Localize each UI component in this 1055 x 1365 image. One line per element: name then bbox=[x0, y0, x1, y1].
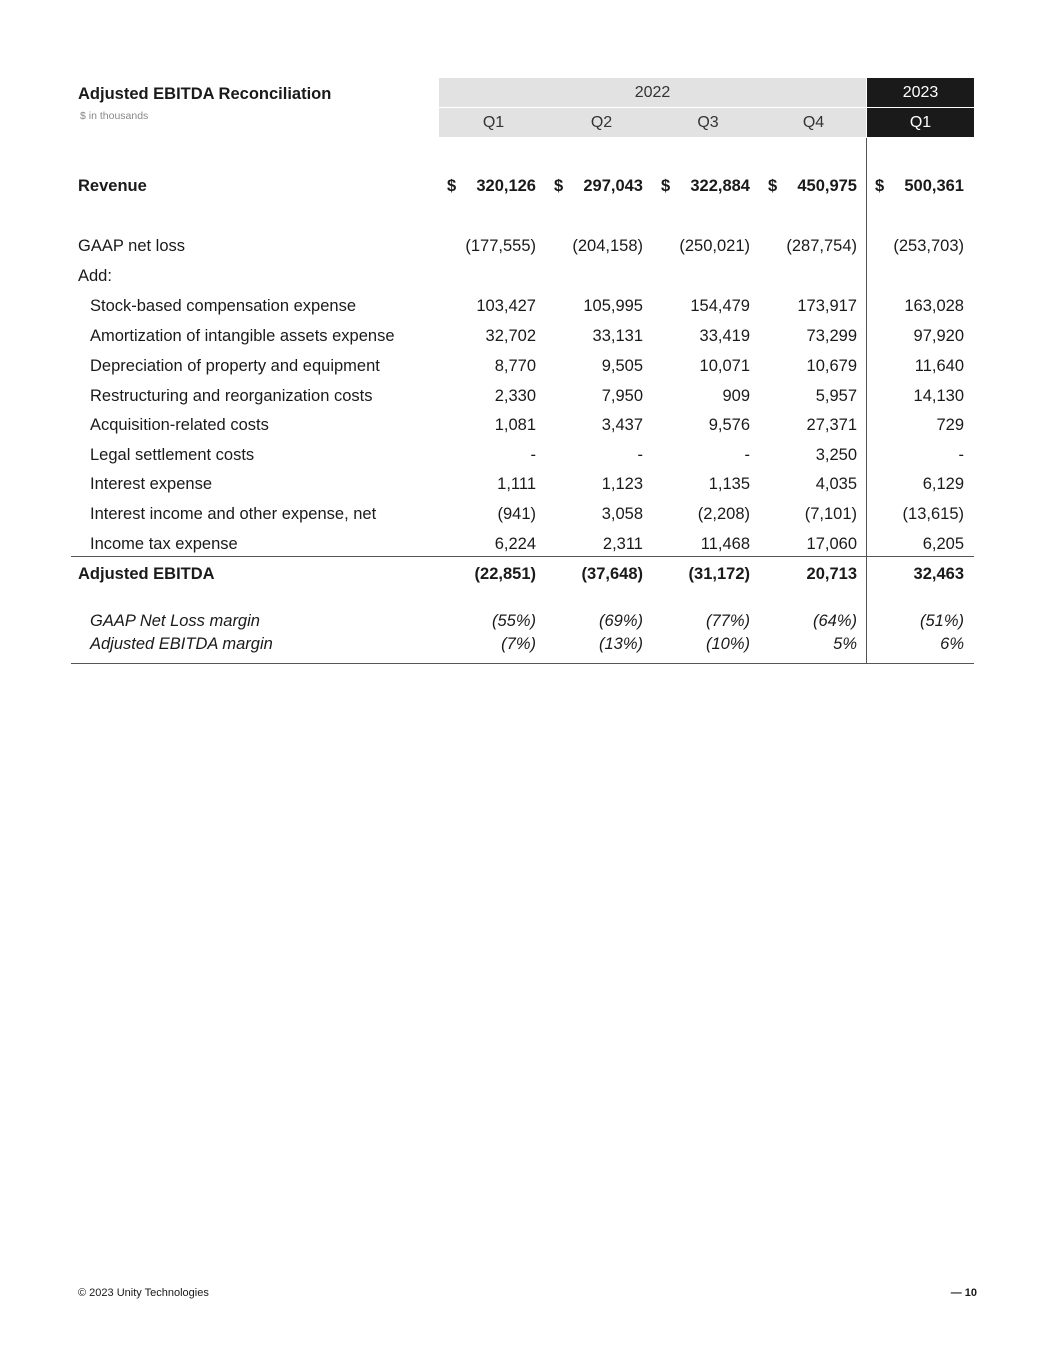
adjusted-ebitda-row bbox=[0, 562, 1055, 586]
value-cell: (55%) bbox=[491, 612, 536, 630]
row-label: Income tax expense bbox=[90, 535, 238, 553]
value-cell: (253,703) bbox=[893, 237, 964, 255]
value-cell: 2,311 bbox=[602, 535, 643, 553]
table-row bbox=[0, 532, 1055, 556]
margin-row bbox=[0, 609, 1055, 633]
table-row bbox=[0, 294, 1055, 318]
value-cell: 450,975 bbox=[797, 177, 857, 195]
value-cell: (22,851) bbox=[474, 565, 536, 583]
table-row bbox=[0, 234, 1055, 258]
value-cell: 3,437 bbox=[601, 416, 643, 434]
value-cell: (69%) bbox=[598, 612, 643, 630]
row-label: Adjusted EBITDA margin bbox=[90, 635, 273, 653]
year-header-2023: 2023 bbox=[867, 78, 974, 107]
value-cell: 20,713 bbox=[806, 565, 857, 583]
row-label: Legal settlement costs bbox=[90, 446, 255, 464]
currency-symbol: $ bbox=[661, 177, 671, 195]
row-label: GAAP net loss bbox=[78, 237, 186, 255]
value-cell: - bbox=[530, 446, 536, 464]
value-cell: 6,224 bbox=[494, 535, 536, 553]
value-cell: 5,957 bbox=[815, 387, 857, 405]
row-label: Revenue bbox=[78, 177, 147, 195]
quarter-header-2022-q4: Q4 bbox=[761, 108, 866, 137]
quarter-header-2022-q3: Q3 bbox=[655, 108, 761, 137]
value-cell: 154,479 bbox=[690, 297, 750, 315]
row-label: Depreciation of property and equipment bbox=[90, 357, 380, 375]
value-cell: (177,555) bbox=[465, 237, 536, 255]
value-cell: 6,129 bbox=[922, 475, 964, 493]
quarter-header-2022-q1: Q1 bbox=[439, 108, 548, 137]
value-cell: 320,126 bbox=[476, 177, 536, 195]
row-label: GAAP Net Loss margin bbox=[90, 612, 260, 630]
value-cell: 9,505 bbox=[601, 357, 643, 375]
value-cell: - bbox=[958, 446, 964, 464]
table-row bbox=[0, 443, 1055, 467]
currency-symbol: $ bbox=[875, 177, 885, 195]
value-cell: 500,361 bbox=[904, 177, 964, 195]
revenue-row bbox=[0, 174, 1055, 198]
table-row bbox=[0, 324, 1055, 348]
value-cell: 73,299 bbox=[806, 327, 857, 345]
quarter-header-2022-q2: Q2 bbox=[548, 108, 655, 137]
value-cell: (13,615) bbox=[902, 505, 964, 523]
row-label: Amortization of intangible assets expense bbox=[90, 327, 395, 345]
value-cell: (7%) bbox=[501, 635, 536, 653]
value-cell: (2,208) bbox=[697, 505, 750, 523]
value-cell: (287,754) bbox=[786, 237, 857, 255]
row-label: Adjusted EBITDA bbox=[78, 565, 215, 583]
value-cell: 3,250 bbox=[815, 446, 857, 464]
value-cell: (941) bbox=[497, 505, 536, 523]
value-cell: 11,640 bbox=[914, 357, 964, 375]
value-cell: (31,172) bbox=[688, 565, 750, 583]
value-cell: (64%) bbox=[812, 612, 857, 630]
currency-symbol: $ bbox=[768, 177, 778, 195]
currency-symbol: $ bbox=[554, 177, 564, 195]
value-cell: 173,917 bbox=[797, 297, 857, 315]
value-cell: 1,123 bbox=[601, 475, 643, 493]
value-cell: 14,130 bbox=[913, 387, 964, 405]
value-cell: (10%) bbox=[705, 635, 750, 653]
row-label: Interest income and other expense, net bbox=[90, 505, 377, 523]
row-label: Interest expense bbox=[90, 475, 212, 493]
year-header-2022: 2022 bbox=[439, 78, 866, 107]
currency-symbol: $ bbox=[447, 177, 457, 195]
value-cell: (37,648) bbox=[581, 565, 643, 583]
value-cell: 6,205 bbox=[922, 535, 964, 553]
value-cell: 4,035 bbox=[815, 475, 857, 493]
table-row bbox=[0, 472, 1055, 496]
value-cell: 10,071 bbox=[699, 357, 750, 375]
subtotal-rule bbox=[71, 556, 974, 557]
units-note: $ in thousands bbox=[80, 110, 149, 122]
value-cell: 97,920 bbox=[913, 327, 964, 345]
value-cell: (7,101) bbox=[804, 505, 857, 523]
value-cell: - bbox=[637, 446, 643, 464]
value-cell: 27,371 bbox=[806, 416, 857, 434]
table-row bbox=[0, 354, 1055, 378]
value-cell: 105,995 bbox=[583, 297, 643, 315]
value-cell: 32,463 bbox=[913, 565, 964, 583]
value-cell: 1,135 bbox=[708, 475, 750, 493]
value-cell: 10,679 bbox=[806, 357, 857, 375]
quarter-header-2023-q1: Q1 bbox=[867, 108, 974, 137]
value-cell: 1,111 bbox=[497, 475, 536, 493]
value-cell: (204,158) bbox=[572, 237, 643, 255]
value-cell: 33,419 bbox=[699, 327, 750, 345]
page-number: — 10 bbox=[950, 1287, 977, 1299]
value-cell: 909 bbox=[722, 387, 750, 405]
value-cell: 297,043 bbox=[583, 177, 643, 195]
value-cell: 322,884 bbox=[690, 177, 750, 195]
row-label: Acquisition-related costs bbox=[90, 416, 269, 434]
table-row bbox=[0, 502, 1055, 526]
value-cell: 6% bbox=[940, 635, 964, 653]
value-cell: 729 bbox=[936, 416, 964, 434]
table-row bbox=[0, 413, 1055, 437]
value-cell: - bbox=[744, 446, 750, 464]
row-label: Restructuring and reorganization costs bbox=[90, 387, 373, 405]
value-cell: (13%) bbox=[598, 635, 643, 653]
value-cell: 8,770 bbox=[494, 357, 536, 375]
value-cell: 163,028 bbox=[904, 297, 964, 315]
value-cell: 7,950 bbox=[601, 387, 643, 405]
copyright-text: © 2023 Unity Technologies bbox=[78, 1287, 209, 1299]
value-cell: 103,427 bbox=[476, 297, 536, 315]
table-row bbox=[0, 384, 1055, 408]
row-label: Stock-based compensation expense bbox=[90, 297, 356, 315]
table-row bbox=[0, 264, 1055, 288]
row-label: Add: bbox=[78, 267, 112, 285]
value-cell: 9,576 bbox=[708, 416, 750, 434]
value-cell: 33,131 bbox=[592, 327, 643, 345]
value-cell: 2,330 bbox=[494, 387, 536, 405]
value-cell: 17,060 bbox=[806, 535, 857, 553]
value-cell: (250,021) bbox=[679, 237, 750, 255]
value-cell: 5% bbox=[833, 635, 857, 653]
value-cell: 3,058 bbox=[601, 505, 643, 523]
margin-row bbox=[0, 632, 1055, 656]
table-bottom-rule bbox=[71, 663, 974, 664]
value-cell: 11,468 bbox=[700, 535, 750, 553]
table-title: Adjusted EBITDA Reconciliation bbox=[78, 85, 332, 103]
value-cell: 32,702 bbox=[485, 327, 536, 345]
value-cell: (77%) bbox=[705, 612, 750, 630]
value-cell: (51%) bbox=[919, 612, 964, 630]
value-cell: 1,081 bbox=[494, 416, 536, 434]
